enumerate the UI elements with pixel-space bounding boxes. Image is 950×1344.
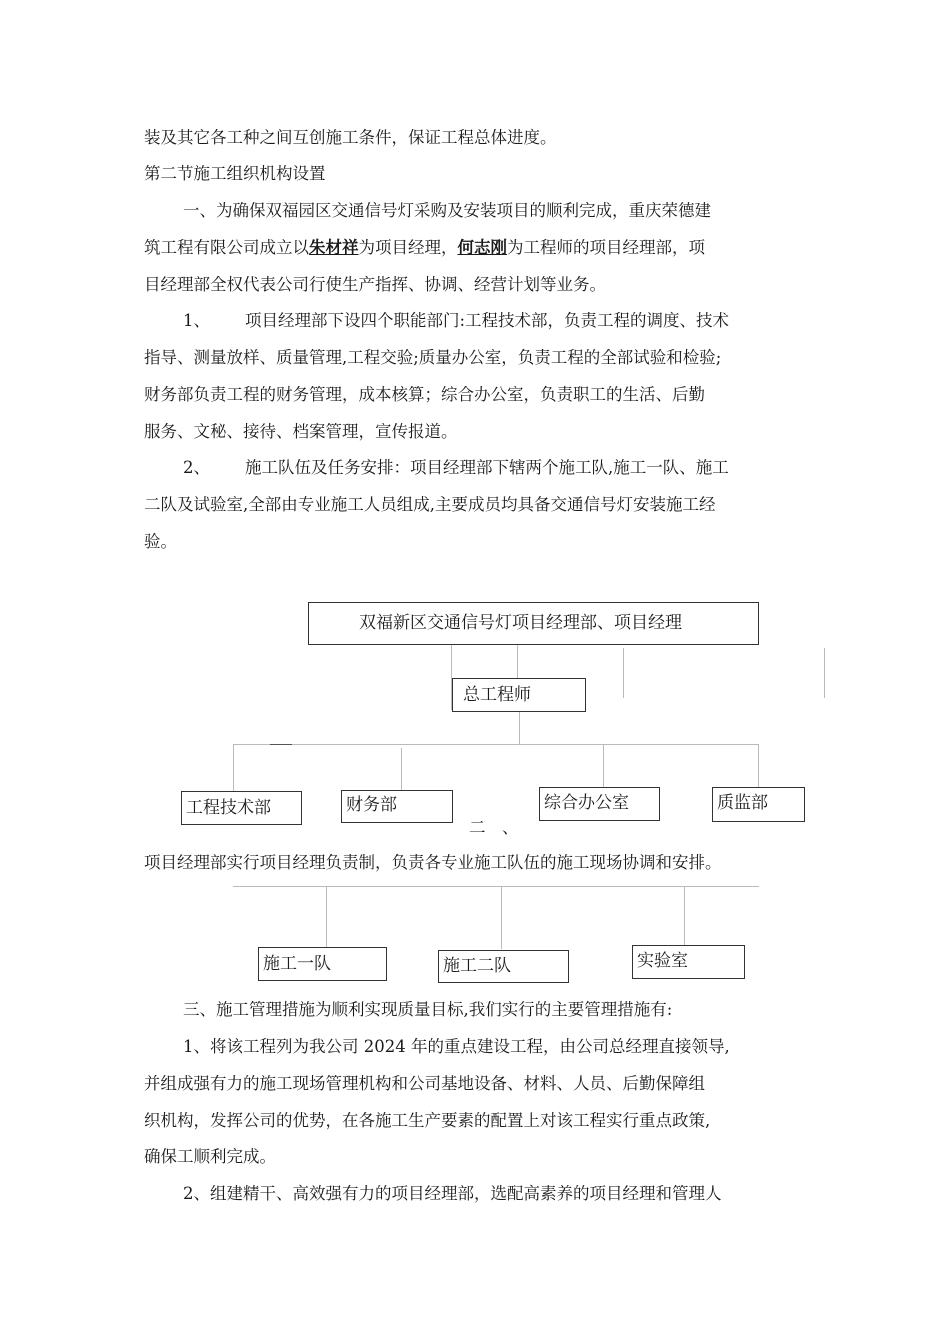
paragraph-line: 1、将该工程列为我公司 2024 年的重点建设工程，由公司总经理直接领导, [183,1037,730,1056]
connector-line [401,748,402,791]
paragraph-line: 确保工顺利完成。 [144,1147,276,1166]
connector-line [233,744,234,792]
paragraph-line: 并组成强有力的施工现场管理机构和公司基地设备、材料、人员、后勤保障组 [144,1074,705,1093]
paragraph-line: 目经理部全权代表公司行使生产指挥、协调、经营计划等业务。 [144,275,606,294]
org-node-project-manager: 双福新区交通信号灯项目经理部、项目经理 [308,602,759,645]
org-node-team-two: 施工二队 [438,950,569,983]
paragraph-line [144,237,705,259]
connector-line [233,886,759,887]
connector-line [233,744,759,745]
list-number: 2、 [183,458,210,477]
manager-name: 朱材祥 [309,238,359,257]
connector-line [623,648,624,698]
connector-line [517,644,518,678]
org-node-quality-dept: 质监部 [712,787,805,822]
org-node-lab: 实验室 [632,945,745,979]
paragraph-line: 验。 [144,532,177,551]
connector-line [758,744,759,787]
connector-line [684,886,685,946]
org-node-chief-engineer: 总工程师 [452,678,586,712]
paragraph-line: 财务部负责工程的财务管理，成本核算；综合办公室，负责职工的生活、后勤 [144,385,705,404]
paragraph-line: 服务、文秘、接待、档案管理，宣传报道。 [144,422,458,441]
list-item [183,310,729,332]
org-node-general-office: 综合办公室 [539,787,660,821]
connector-line [270,744,292,745]
connector-line [326,886,327,948]
text-segment: 施工队伍及任务安排：项目经理部下辖两个施工队,施工一队、施工 [245,458,729,477]
list-item [183,457,729,479]
paragraph-line: 项目经理部实行项目经理负责制，负责各专业施工队伍的施工现场协调和安排。 [144,853,722,872]
text-segment: 筑工程有限公司成立以 [144,238,309,257]
list-number: 1、 [183,311,210,330]
engineer-name: 何志刚 [457,238,507,257]
stray-text: 二 、 [469,818,519,837]
connector-line [501,886,502,949]
paragraph-line: 二队及试验室,全部由专业施工人员组成,主要成员均具备交通信号灯安装施工经 [144,495,716,514]
text-segment: 为项目经理， [358,238,458,257]
org-node-finance-dept: 财务部 [341,790,453,823]
paragraph-line: 指导、测量放样、质量管理,工程交验;质量办公室，负责工程的全部试验和检验; [144,348,722,367]
text-segment: 为工程师的项目经理部，项 [507,238,705,257]
paragraph-line: 一、为确保双福园区交通信号灯采购及安装项目的顺利完成，重庆荣德建 [183,201,711,220]
org-node-team-one: 施工一队 [258,947,387,981]
org-node-engineering-dept: 工程技术部 [181,791,302,825]
paragraph-line: 织机构，发挥公司的优势，在各施工生产要素的配置上对该工程实行重点政策, [144,1111,711,1130]
section-heading: 第二节施工组织机构设置 [144,164,326,183]
connector-line [519,711,520,744]
connector-line [824,648,825,698]
section-heading: 三、施工管理措施为顺利实现质量目标,我们实行的主要管理措施有: [183,1000,673,1019]
paragraph-line: 装及其它各工种之间互创施工条件，保证工程总体进度。 [144,128,557,147]
connector-line [603,744,604,787]
paragraph-line: 2、组建精干、高效强有力的项目经理部，选配高素养的项目经理和管理人 [183,1184,722,1203]
text-segment: 项目经理部下设四个职能部门:工程技术部，负责工程的调度、技术 [245,311,730,330]
